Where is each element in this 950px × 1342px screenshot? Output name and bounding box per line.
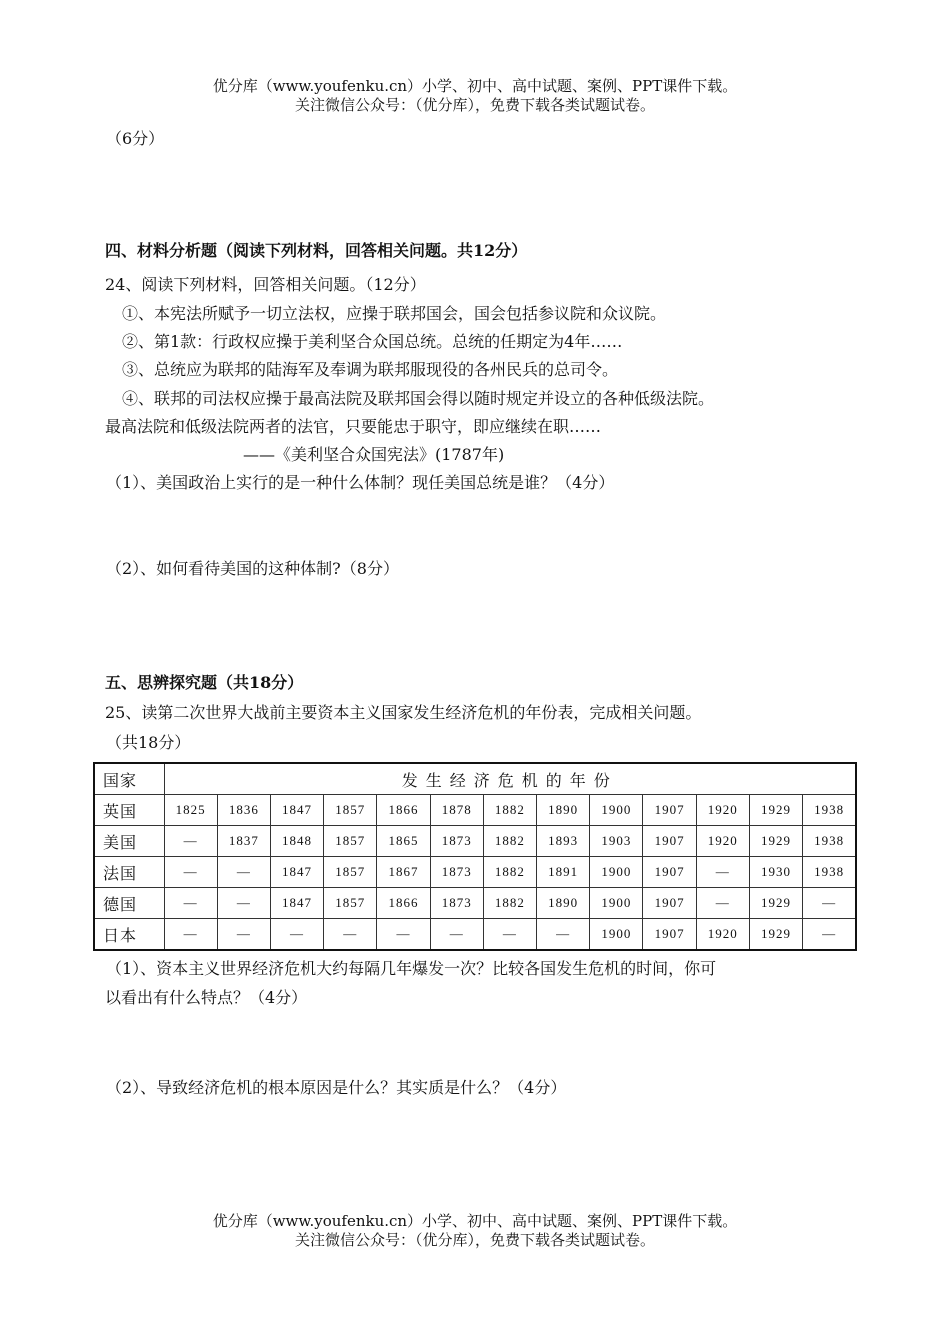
previous-question-score: （6分） <box>106 129 165 148</box>
year-cell: — <box>430 919 483 951</box>
year-cell: 1867 <box>377 857 430 888</box>
year-cell: 1825 <box>164 795 217 826</box>
footer-line-1: 优分库（www.youfenku.cn）小学、初中、高中试题、案例、PPT课件下载。 <box>212 1212 738 1230</box>
year-cell: 1866 <box>377 795 430 826</box>
page-header <box>0 77 950 115</box>
year-cell: 1878 <box>430 795 483 826</box>
country-cell: 美国 <box>94 826 164 857</box>
table-row <box>94 919 856 951</box>
year-cell: — <box>164 919 217 951</box>
country-cell: 日本 <box>94 919 164 951</box>
table-row <box>94 857 856 888</box>
footer-line-2: 关注微信公众号：（优分库），免费下载各类试题试卷。 <box>294 1231 655 1249</box>
year-cell: 1873 <box>430 826 483 857</box>
year-cell: 1938 <box>803 795 856 826</box>
table-row <box>94 826 856 857</box>
economic-crisis-table <box>93 762 857 951</box>
year-cell: — <box>217 888 270 919</box>
question-24-part-1: （1）、美国政治上实行的是一种什么体制？现任美国总统是谁？（4分） <box>106 473 615 492</box>
year-cell: — <box>217 919 270 951</box>
material-1: ①、本宪法所赋予一切立法权，应操于联邦国会，国会包括参议院和众议院。 <box>122 304 667 323</box>
year-cell: 1837 <box>217 826 270 857</box>
year-cell: 1907 <box>643 919 696 951</box>
year-cell: 1920 <box>696 919 749 951</box>
material-3: ③、总统应为联邦的陆海军及奉调为联邦服现役的各州民兵的总司令。 <box>122 360 619 379</box>
year-cell: 1893 <box>537 826 590 857</box>
question-24-part-2: （2）、如何看待美国的这种体制?（8分） <box>106 559 399 578</box>
year-cell: 1900 <box>590 888 643 919</box>
year-cell: 1890 <box>537 795 590 826</box>
section4-title: 四、材料分析题（阅读下列材料，回答相关问题。共12分） <box>105 241 528 260</box>
year-cell: 1900 <box>590 795 643 826</box>
question-24: 24、阅读下列材料，回答相关问题。（12分） <box>105 275 426 294</box>
header-line-2: 关注微信公众号：（优分库），免费下载各类试题试卷。 <box>294 96 655 114</box>
header-line-1: 优分库（www.youfenku.cn）小学、初中、高中试题、案例、PPT课件下载。 <box>212 77 738 95</box>
year-cell: 1873 <box>430 888 483 919</box>
question-25-part-1-continued: 以看出有什么特点？（4分） <box>105 988 308 1007</box>
country-cell: 法国 <box>94 857 164 888</box>
year-cell: 1847 <box>270 888 323 919</box>
material-4-continued: 最高法院和低级法院两者的法官，只要能忠于职守，即应继续在职…… <box>105 417 602 436</box>
year-cell: — <box>377 919 430 951</box>
year-cell: 1907 <box>643 826 696 857</box>
year-cell: 1938 <box>803 857 856 888</box>
year-cell: 1891 <box>537 857 590 888</box>
table-row <box>94 888 856 919</box>
material-2: ②、第1款：行政权应操于美利坚合众国总统。总统的任期定为4年…… <box>122 332 623 351</box>
year-cell: 1929 <box>749 795 802 826</box>
year-cell: 1907 <box>643 888 696 919</box>
year-cell: 1857 <box>324 826 377 857</box>
year-cell: 1848 <box>270 826 323 857</box>
year-cell: 1900 <box>590 857 643 888</box>
year-cell: — <box>696 888 749 919</box>
year-cell: 1882 <box>483 826 536 857</box>
year-cell: — <box>803 888 856 919</box>
year-cell: — <box>164 888 217 919</box>
table-row <box>94 795 856 826</box>
year-cell: 1873 <box>430 857 483 888</box>
question-25-part-1: （1）、资本主义世界经济危机大约每隔几年爆发一次？比较各国发生危机的时间，你可 <box>106 959 717 978</box>
year-cell: 1938 <box>803 826 856 857</box>
question-25: 25、读第二次世界大战前主要资本主义国家发生经济危机的年份表，完成相关问题。 <box>105 703 702 722</box>
section5-title: 五、思辨探究题（共18分） <box>105 673 304 692</box>
year-cell: 1882 <box>483 857 536 888</box>
country-cell: 德国 <box>94 888 164 919</box>
year-cell: 1857 <box>324 795 377 826</box>
page-footer <box>0 1212 950 1250</box>
year-cell: 1929 <box>749 826 802 857</box>
year-cell: 1929 <box>749 888 802 919</box>
year-cell: 1857 <box>324 888 377 919</box>
year-cell: 1907 <box>643 857 696 888</box>
year-cell: 1866 <box>377 888 430 919</box>
year-cell: 1900 <box>590 919 643 951</box>
year-cell: 1903 <box>590 826 643 857</box>
year-cell: — <box>324 919 377 951</box>
country-cell: 英国 <box>94 795 164 826</box>
question-25-part-2: （2）、导致经济危机的根本原因是什么？其实质是什么？（4分） <box>106 1078 567 1097</box>
year-cell: — <box>164 857 217 888</box>
year-cell: — <box>217 857 270 888</box>
year-cell: 1847 <box>270 795 323 826</box>
years-column-header: 发生经济危机的年份 <box>164 763 856 795</box>
question-25-score: （共18分） <box>106 733 191 752</box>
year-cell: — <box>483 919 536 951</box>
year-cell: — <box>537 919 590 951</box>
year-cell: 1929 <box>749 919 802 951</box>
table-header-row <box>94 763 856 795</box>
year-cell: 1865 <box>377 826 430 857</box>
year-cell: 1882 <box>483 888 536 919</box>
year-cell: — <box>270 919 323 951</box>
year-cell: — <box>696 857 749 888</box>
country-column-header: 国家 <box>94 763 164 795</box>
year-cell: 1882 <box>483 795 536 826</box>
year-cell: 1907 <box>643 795 696 826</box>
year-cell: 1857 <box>324 857 377 888</box>
material-4: ④、联邦的司法权应操于最高法院及联邦国会得以随时规定并设立的各种低级法院。 <box>122 389 715 408</box>
year-cell: — <box>164 826 217 857</box>
year-cell: 1847 <box>270 857 323 888</box>
year-cell: — <box>803 919 856 951</box>
year-cell: 1920 <box>696 826 749 857</box>
year-cell: 1920 <box>696 795 749 826</box>
year-cell: 1890 <box>537 888 590 919</box>
year-cell: 1930 <box>749 857 802 888</box>
material-source: ——《美利坚合众国宪法》(1787年) <box>243 445 505 464</box>
year-cell: 1836 <box>217 795 270 826</box>
